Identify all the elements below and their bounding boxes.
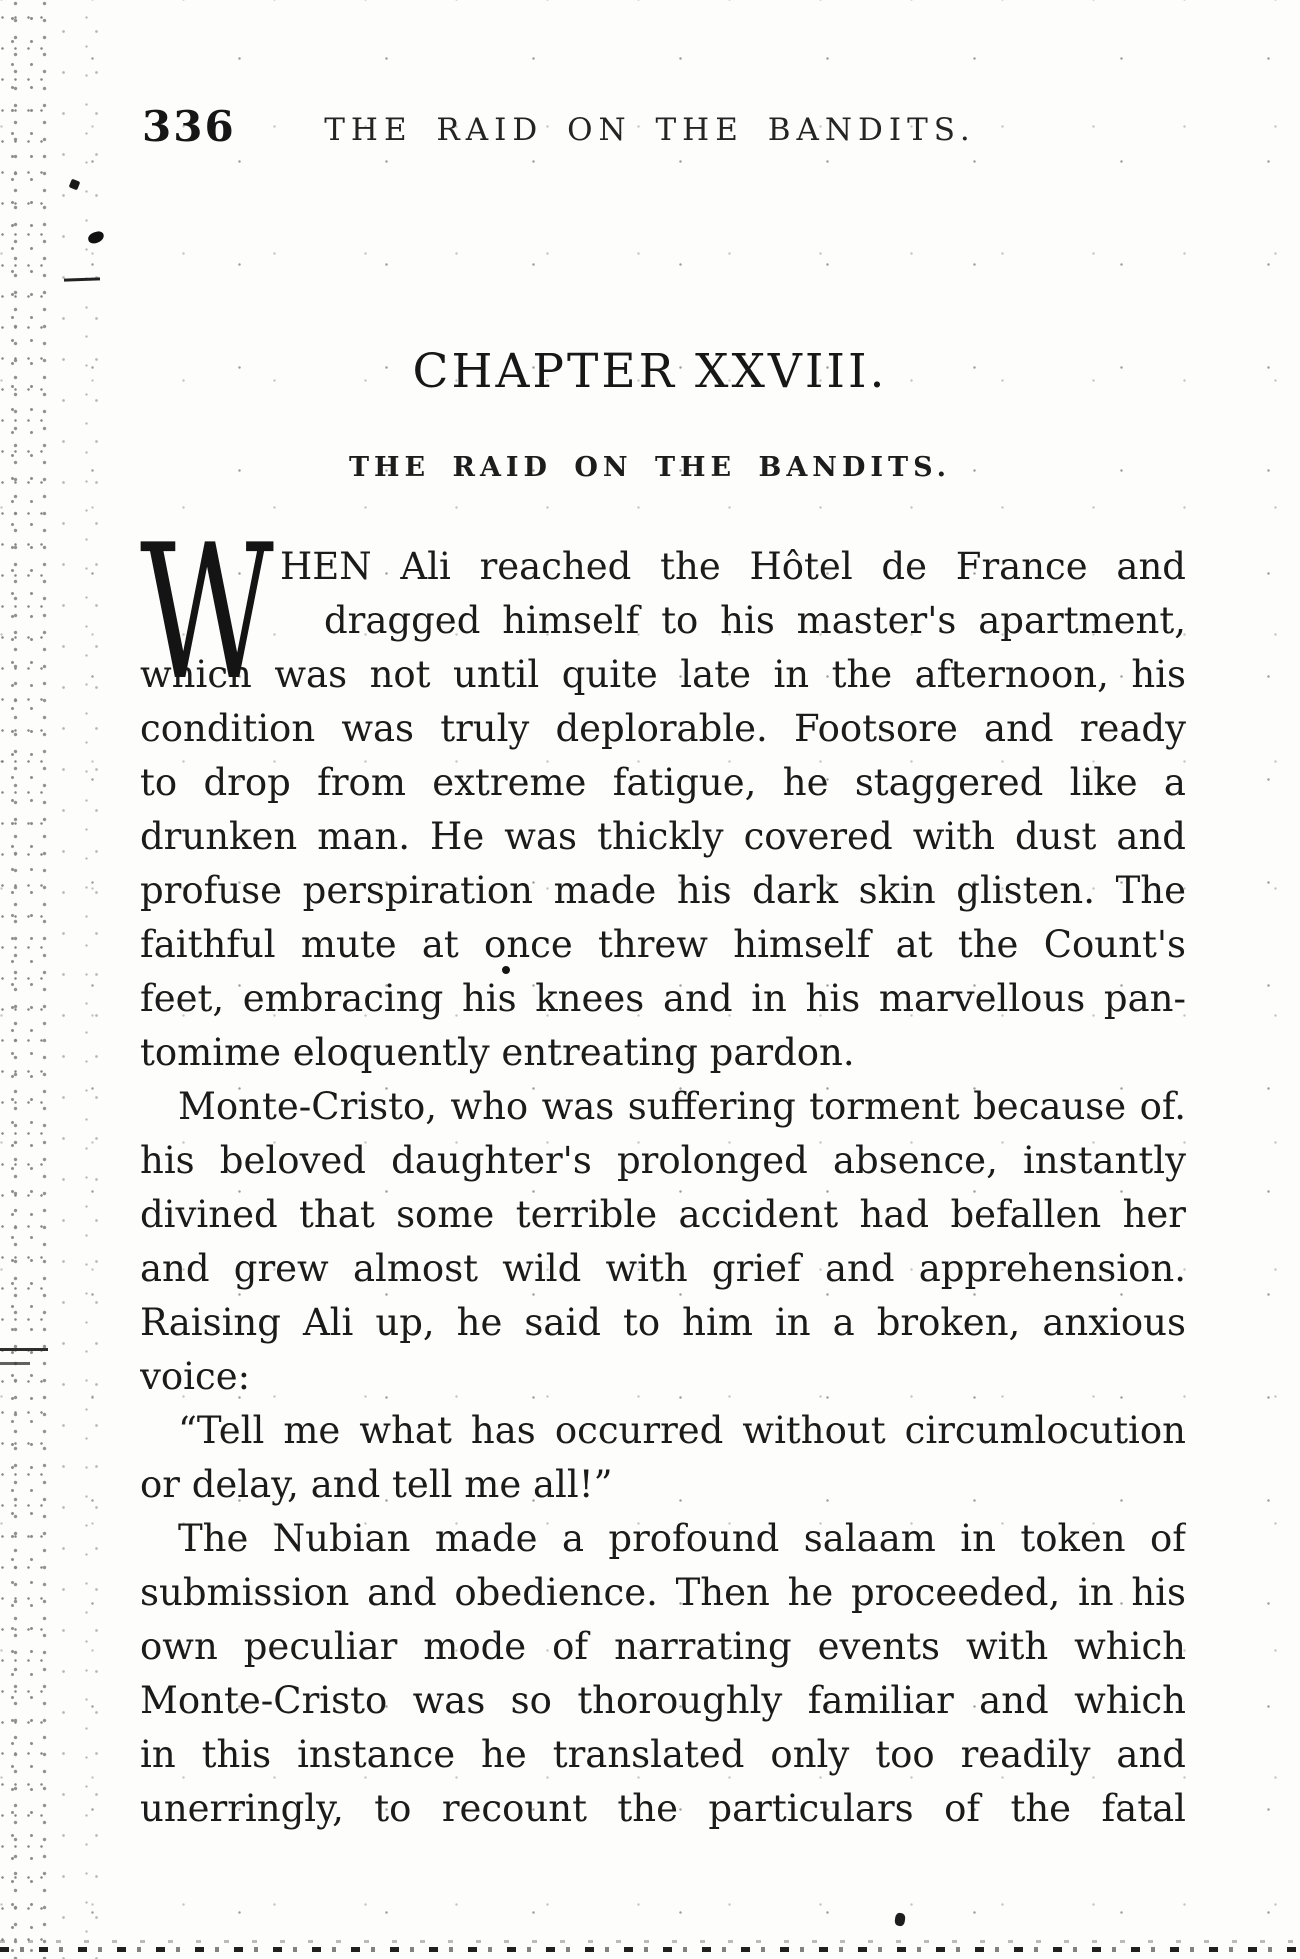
- text-line: drunken man. He was thickly covered with dust and: [140, 815, 1186, 858]
- paragraph: [140, 504, 1186, 1080]
- text-line: own peculiar mode of narrating events with which: [140, 1625, 1186, 1668]
- paragraph: [140, 1080, 1186, 1404]
- text-line: unerringly, to recount the particulars of the fatal: [140, 1787, 1186, 1830]
- page-number: 336: [142, 102, 236, 151]
- text-line: feet, embracing his knees and in his marvellous pan-: [140, 977, 1186, 1020]
- text-line: Raising Ali up, he said to him in a broken, anxious: [140, 1301, 1186, 1344]
- page-header: [0, 102, 1300, 162]
- text-line: Monte-Cristo, who was suffering torment because of.: [178, 1085, 1186, 1128]
- body-text: [140, 504, 1186, 1836]
- text-line: dragged himself to his master's apartment,: [324, 599, 1186, 642]
- text-line: and grew almost wild with grief and apprehension.: [140, 1247, 1186, 1290]
- scan-artifact: [0, 1348, 48, 1351]
- scan-artifact: [87, 230, 105, 245]
- text-line: voice:: [140, 1355, 251, 1398]
- scan-bottom-edge: [0, 1947, 1300, 1952]
- text-line: The Nubian made a profound salaam in token of: [178, 1517, 1186, 1560]
- text-line: which was not until quite late in the afternoon, his: [140, 653, 1186, 696]
- section-title: THE RAID ON THE BANDITS.: [348, 452, 952, 483]
- text-line: Monte-Cristo was so thoroughly familiar and which: [140, 1679, 1186, 1722]
- text-line: submission and obedience. Then he proceeded, in his: [140, 1571, 1186, 1614]
- scan-artifact: [69, 179, 81, 191]
- drop-cap: W: [140, 504, 274, 721]
- scan-artifact: [64, 277, 100, 281]
- text-line: or delay, and tell me all!”: [140, 1463, 613, 1506]
- paragraph: [140, 1404, 1186, 1512]
- scan-noise-left-edge: [0, 0, 48, 1959]
- scan-noise-left-band: [42, 0, 112, 1959]
- text-line: HEN Ali reached the Hôtel de France and: [280, 545, 1186, 588]
- text-line: “Tell me what has occurred without circumlocution: [178, 1409, 1186, 1452]
- text-line: to drop from extreme fatigue, he staggered like a: [140, 761, 1186, 804]
- chapter-heading: CHAPTER XXVIII.: [412, 344, 888, 399]
- text-line: condition was truly deplorable. Footsore and ready: [140, 707, 1186, 750]
- running-header: THE RAID ON THE BANDITS.: [324, 112, 976, 148]
- paragraph: [140, 1512, 1186, 1836]
- scan-artifact: [894, 1912, 906, 1926]
- text-line: his beloved daughter's prolonged absence, instantly: [140, 1139, 1186, 1182]
- scan-artifact: [0, 1362, 30, 1365]
- text-line: in this instance he translated only too readily and: [140, 1733, 1186, 1776]
- text-line: divined that some terrible accident had befallen her: [140, 1193, 1186, 1236]
- scan-bottom-edge-faint: [0, 1940, 1300, 1943]
- text-line: profuse perspiration made his dark skin glisten. The: [140, 869, 1186, 912]
- text-line: tomime eloquently entreating pardon.: [140, 1031, 855, 1074]
- text-line: faithful mute at once threw himself at the Count's: [140, 923, 1186, 966]
